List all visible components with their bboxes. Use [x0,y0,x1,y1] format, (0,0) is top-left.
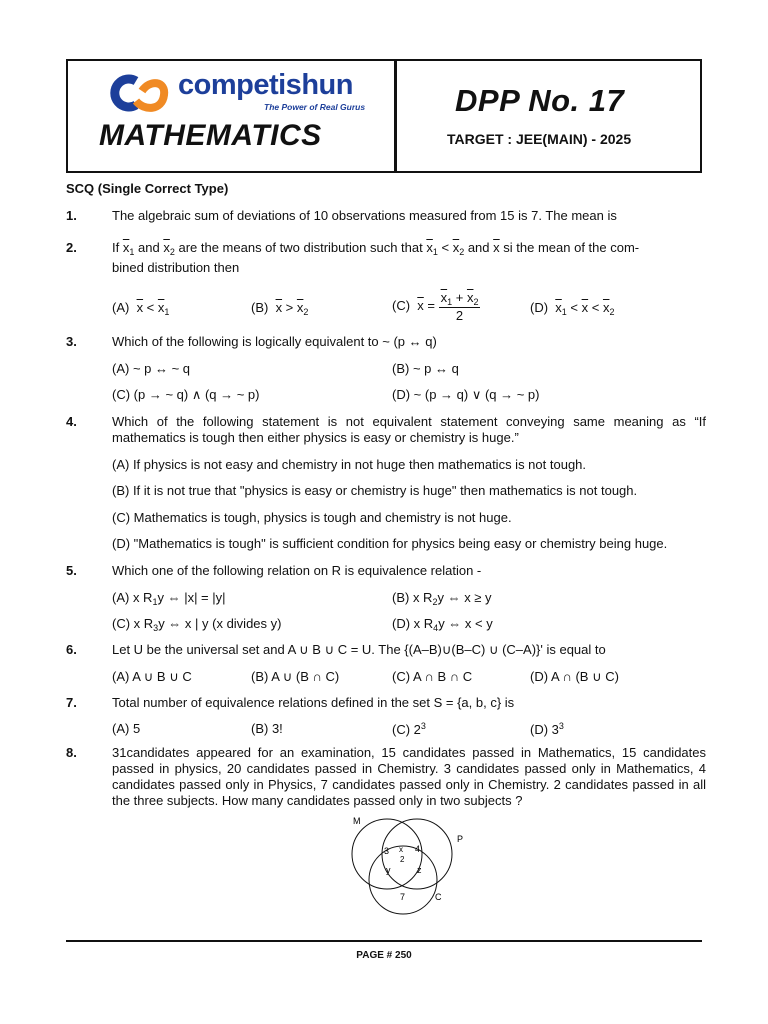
q2-text: If $\overline{x}_1$ and $\overline{x}_2$ are the means of two distribution such that $\overline{x}_1 < \overline{x}_2$ and $\overline{x}$ si the mean of the com- bined distribution then [112,240,640,275]
brand-name: competishun [178,69,353,101]
q2-option-b: (B) $\overline{x} > \overline{x}_2$ [251,300,309,317]
q7-option-d: (D) $3^3$ [530,721,564,737]
q4-option-d: (D) "Mathematics is tough" is sufficient condition for physics being easy or chemistry being huge. [112,536,668,551]
q3-option-a: (A) ~ p ↔ ~ q [112,361,191,376]
q4-text: Which of the following statement is not equivalent statement conveying same meaning as “If mathematics is tough then either physics is easy or chemistry is huge.” [112,414,706,445]
q1-text: The algebraic sum of deviations of 10 observations measured from 15 is 7. The mean is [112,208,617,223]
q7-option-b: (B) 3! [251,721,283,736]
venn-c-only: 7 [400,892,406,902]
q5-number: 5. [66,563,77,578]
subject-title: MATHEMATICS [99,119,322,152]
venn-circle-p [382,819,452,889]
venn-label-p: P [457,834,464,844]
target-label: TARGET : JEE(MAIN) - 2025 [447,131,632,147]
q2-option-d: (D) $\overline{x}_1 < \overline{x} < \overline{x}_2$ [530,300,615,317]
q6-number: 6. [66,642,77,657]
q5-option-d: (D) x $R_4y$ ⇔ x < y [392,616,493,633]
q6-option-d: (D) A ∩ (B ∪ C) [530,669,619,684]
header-right [397,61,700,171]
page-number: PAGE # 250 [356,950,412,961]
q3-option-c: (C) (p → ~ q) ∧ (q → ~ p) [112,387,260,402]
header-left [68,61,397,171]
q5-option-c: (C) x $R_3y$ ⇔ x | y (x divides y) [112,616,282,633]
q3-option-d: (D) ~ (p → q) ∨ (q → ~ p) [392,387,540,402]
q8-text: 31candidates appeared for an examination, 15 candidates passed in Mathematics, 15 candidates passed in physics, 20 candidates passed in Chemistry. 3 candidates passed only in Mathematics, 4 candidates passed only in Physics, 7 candidates passed only in Chemistry. 2 candidates passed in all the three subjects. How many candidates passed only in two subjects ? [112,745,706,808]
venn-m-only: 3 [384,846,390,856]
footer-rule [66,940,702,942]
venn-z: z [417,865,422,875]
q3-option-b: (B) ~ p ↔ q [392,361,459,376]
q2-option-c: (C) $\overline{x}$ = $\frac{\overline{x}_1 + \overline{x}_2}{2}$ [392,290,479,323]
brand-tagline: The Power of Real Gurus [264,102,366,112]
q2-option-a: (A) $\overline{x} < \overline{x}_1$ [112,300,170,317]
section-heading: SCQ (Single Correct Type) [66,181,229,196]
q4-option-a: (A) If physics is not easy and chemistry in not huge then mathematics is not tough. [112,457,587,472]
q3-number: 3. [66,334,77,349]
q4-option-c: (C) Mathematics is tough, physics is tough and chemistry is not huge. [112,510,512,525]
q1-number: 1. [66,208,77,223]
q6-option-a: (A) A ∪ B ∪ C [112,669,192,684]
q8-number: 8. [66,745,77,760]
venn-label-c: C [435,892,442,902]
q4-number: 4. [66,414,77,429]
q5-text: Which one of the following relation on R is equivalence relation - [112,563,482,578]
q2-number: 2. [66,240,77,255]
venn-center: 2 [400,855,405,864]
header-box [66,59,702,173]
q7-text: Total number of equivalence relations defined in the set S = {a, b, c} is [112,695,515,710]
q3-text: Which of the following is logically equivalent to ~ (p ↔ q) [112,334,437,349]
q7-option-a: (A) 5 [112,721,141,736]
q7-number: 7. [66,695,77,710]
q6-option-b: (B) A ∪ (B ∩ C) [251,669,340,684]
venn-label-m: M [353,816,361,826]
venn-x: x [399,845,403,854]
venn-diagram [343,812,473,918]
venn-y: y [386,865,391,875]
q4-option-b: (B) If it is not true that "physics is easy or chemistry is huge" then mathematics is not tough. [112,483,638,498]
q6-option-c: (C) A ∩ B ∩ C [392,669,473,684]
dpp-title: DPP No. 17 [455,83,625,118]
competishun-logo-icon [106,71,178,115]
q6-text: Let U be the universal set and A ∪ B ∪ C = U. The {(A–B)∪(B–C) ∪ (C–A)}' is equal to [112,642,606,657]
q5-option-a: (A) x $R_1y$ ⇔ |x| = |y| [112,590,226,607]
q5-option-b: (B) x $R_2y$ ⇔ x ≥ y [392,590,492,607]
q7-option-c: (C) $2^3$ [392,721,426,737]
venn-p-only: 4 [415,844,421,854]
